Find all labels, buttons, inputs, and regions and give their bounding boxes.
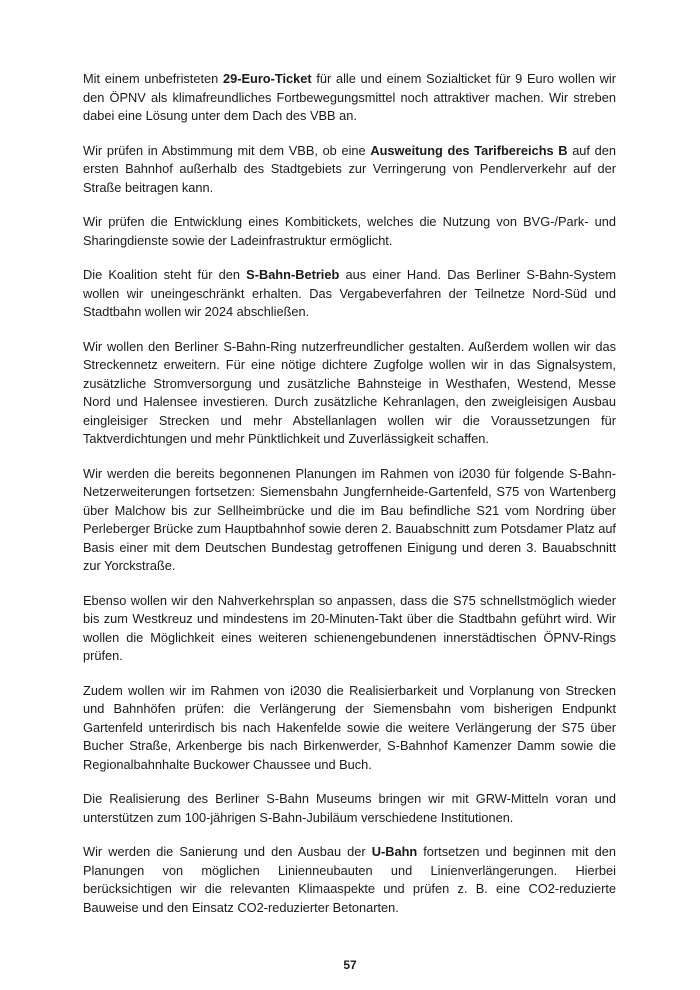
document-body — [83, 70, 616, 933]
paragraph-u-bahn: Wir werden die Sanierung und den Ausbau der U-Bahn fortsetzen und beginnen mit den Planungen von möglichen Linienneubauten und Linienverlängerungen. Hierbei berücksichtigen wir die relevanten Klimaaspekte und prüfen z. B. eine CO2-reduzierte Bauweise und den Einsatz CO2-reduzierter Betonarten. — [83, 844, 616, 915]
paragraph-tarifbereich-b: Wir prüfen in Abstimmung mit dem VBB, ob eine Ausweitung des Tarifbereichs B auf den ersten Bahnhof außerhalb des Stadtgebiets zur Verringerung von Pendlerverkehr auf der Straße beitragen kann. — [83, 142, 616, 195]
paragraph-29-euro-ticket: Mit einem unbefristeten 29-Euro-Ticket für alle und einem Sozialticket für 9 Euro wollen wir den ÖPNV als klimafreundliches Fortbewegungsmittel noch attraktiver machen. Wir streben dabei eine Lösung unter dem Dach des VBB an. — [83, 71, 616, 123]
paragraph-s-bahn-museum: Die Realisierung des Berliner S-Bahn Museums bringen wir mit GRW-Mitteln voran und unterstützen zum 100-jährigen S-Bahn-Jubiläum verschiedene Institutionen. — [83, 791, 616, 825]
paragraph-vorplanung: Zudem wollen wir im Rahmen von i2030 die Realisierbarkeit und Vorplanung von Strecken und Bahnhöfen prüfen: die Verlängerung der Siemensbahn vom bisherigen Endpunkt Gartenfeld unterirdisch bis nach Hakenfelde sowie die weitere Verlängerung der S75 über Bucher Straße, Arkenberge bis nach Birkenwerder, S-Bahnhof Kamenzer Damm sowie die Regionalbahnhalte Buckower Chaussee und Buch. — [83, 682, 616, 772]
paragraph-nahverkehrsplan: Ebenso wollen wir den Nahverkehrsplan so anpassen, dass die S75 schnellstmöglich wieder bis zum Westkreuz und mindestens im 20-Minuten-Takt über die Stadtbahn geführt wird. Wir wollen die Möglichkeit eines weiteren schienengebundenen innerstädtischen ÖPNV-Rings prüfen. — [83, 592, 616, 663]
paragraph-s-bahn-ring: Wir wollen den Berliner S-Bahn-Ring nutzerfreundlicher gestalten. Außerdem wollen wir das Streckennetz erweitern. Für eine nötige dichtere Zugfolge wollen wir in das Signalsystem, zusätzliche Stromversorgung und zusätzliche Bahnsteige in Westhafen, Westend, Messe Nord und Halensee investieren. Durch zusätzliche Kehranlagen, den zweigleisigen Ausbau eingleisiger Strecken und mehr Abstellanlagen wollen wir die Voraussetzungen für Taktverdichtungen und mehr Pünktlichkeit und Zuverlässigkeit schaffen. — [83, 338, 616, 446]
paragraph-kombiticket: Wir prüfen die Entwicklung eines Kombitickets, welches die Nutzung von BVG-/Park- und Sharingdienste sowie der Ladeinfrastruktur ermöglicht. — [83, 214, 616, 248]
paragraph-s-bahn-betrieb: Die Koalition steht für den S-Bahn-Betrieb aus einer Hand. Das Berliner S-Bahn-System wollen wir uneingeschränkt erhalten. Das Vergabeverfahren der Teilnetze Nord-Süd und Stadtbahn wollen wir 2024 abschließen. — [83, 267, 616, 319]
paragraph-i2030-netzerweiterungen: Wir werden die bereits begonnenen Planungen im Rahmen von i2030 für folgende S-Bahn-Netzerweiterungen fortsetzen: Siemensbahn Jungfernheide-Gartenfeld, S75 von Wartenberg über Malchow bis zur Sellheimbrücke und die im Bau befindliche S21 vom Nordring über Perleberger Brücke zum Hauptbahnhof sowie deren 2. Bauabschnitt zum Potsdamer Platz auf Basis einer mit dem Deutschen Bundestag getroffenen Einigung und deren 3. Bauabschnitt zur Yorckstraße. — [83, 465, 616, 573]
page-number: 57 — [343, 958, 357, 972]
